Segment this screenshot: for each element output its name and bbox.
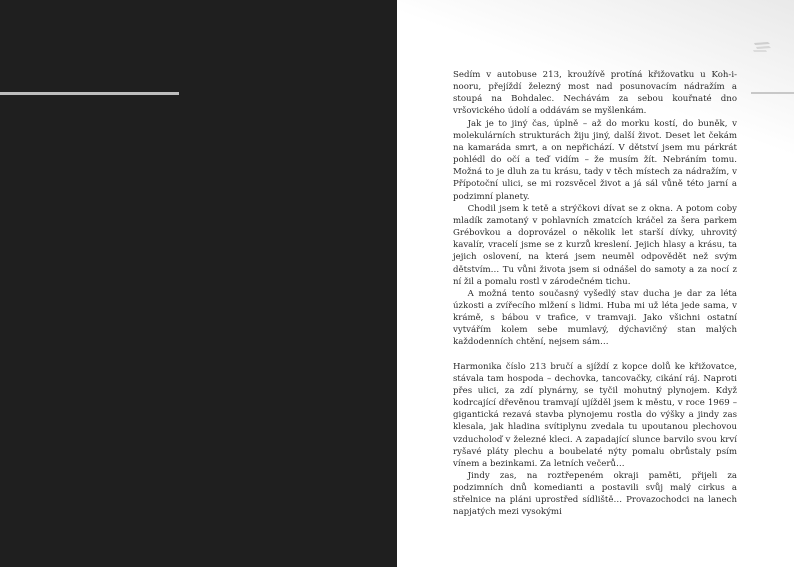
paragraph: Harmonika číslo 213 bručí a sjíždí z kopce dolů ke křižovatce, stávala tam hospoda – dechovka, tancovačky, cikání ráj. Naproti přes ulici, za zdí plynárny, se tyčil mohutný plynojem. Když kodrcající dřevěnou tramvají ujížděl jsem k městu, v roce 1969 – gigantická rezavá stavba plynojemu rostla do výšky a jindy zas klesala, jak hladina svítiplynu zvedala tu upoutanou plechovou vzducholoď v železné kleci. A zapadající slunce barvilo svou krví ryšavé pláty plechu a boubelaté nýty pomalu obrůstaly psím vínem a bezinkami. Za letních večerů… xyxy=(453,361,737,469)
right-horizontal-rule xyxy=(751,92,794,94)
paragraph: Sedím v autobuse 213, kroužívě protíná křižovatku u Koh-i-nooru, přejíždí železný most nad posunovacím nádražím a stoupá na Bohdalec. Nechávám za sebou kouřnaté dno vršovického údolí a oddávám se myšlenkám. xyxy=(453,70,737,117)
body-text xyxy=(453,69,737,519)
left-horizontal-rule xyxy=(0,92,179,95)
paragraph: Chodil jsem k tetě a strýčkovi dívat se z okna. A potom coby mladík zamotaný v pohlavních zmatcích kráčel za šera parkem Grébovkou a doprovázel o několik let starší dívky, uhrovitý kavalír, vracelí jsme se z kurzů kreslení. Jejich hlasy a krásu, ta jejich oslovení, na která jsem neuměl odpovědět než svým dětstvím… Tu vůni života jsem si odnášel do samoty a za nocí z ní žil a pomalu rostl v zárodečném tichu. xyxy=(453,203,737,287)
paragraph: Jindy zas, na roztřepeném okraji paměti, přijeli za podzimních dnů komedianti a postavili svůj malý cirkus a střelnice na pláni uprostřed sídliště… Provazochodci na lanech napjatých mezi vysokými xyxy=(453,471,737,518)
paragraph: Jak je to jiný čas, úplně – až do morku kostí, do buněk, v molekulárních strukturách žiju jiný, další život. Deset let čekám na kamaráda smrt, a on nepřichází. V dětství jsem mu párkrát pohlédl do očí a teď vidím – že musím žít. Nebráním tomu. Možná to je dluh za tu krásu, tady v těch místech za nádražím, v Přípotoční ulici, se mi rozsvěcel život a já sál vůně této jarní a podzimní planety. xyxy=(453,118,737,202)
paragraph: A možná tento současný vyšedlý stav ducha je dar za léta úzkosti a zvířecího mlžení s lidmi. Huba mi už léta jede sama, v krámě, s bábou v trafice, v tramvaji. Jako všichni ostatní vytvářím kolem sebe mumlavý, dýchavičný stan malých každodenních chtění, nejsem sám… xyxy=(453,288,737,348)
corner-ribbon-icon xyxy=(752,40,772,54)
